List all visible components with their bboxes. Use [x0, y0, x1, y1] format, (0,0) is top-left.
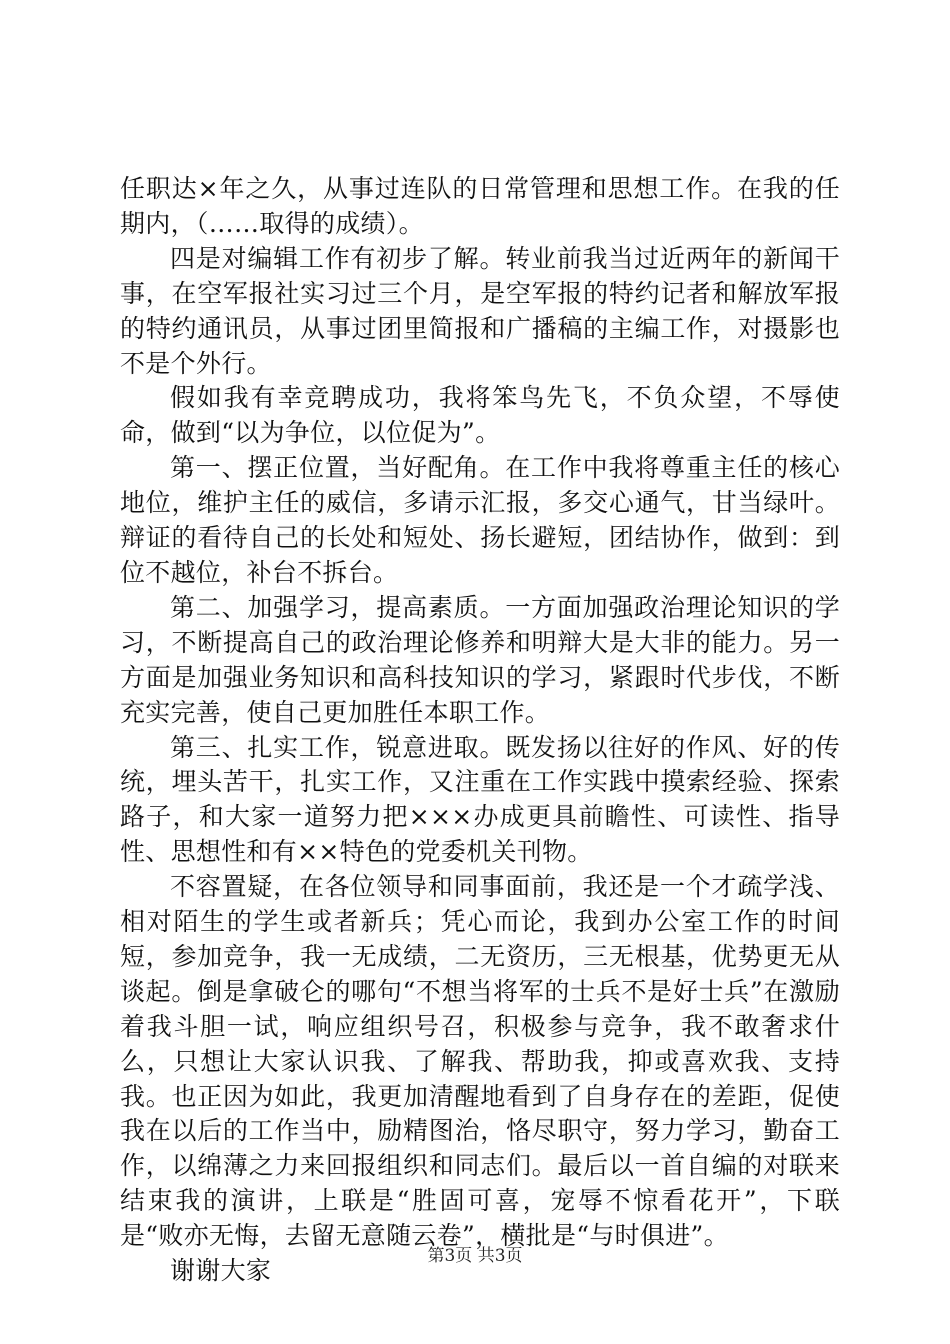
paragraph-closing: 谢谢大家 [170, 1256, 272, 1286]
paragraph-1: 任职达×年之久，从事过连队的日常管理和思想工作。在我的任期内，（……取得的成绩）。 [120, 174, 840, 238]
paragraph-7: 不容置疑，在各位领导和同事面前，我还是一个才疏学浅、相对陌生的学生或者新兵；凭心而论，我到办公室工作的时间短，参加竞争，我一无成绩，二无资历，三无根基，优势更无从谈起。倒是拿破仑的哪句“不想当将军的士兵不是好士兵”在激励着我斗胆一试，响应组织号召，积极参与竞争，我不敢奢求什么，只想让大家认识我、了解我、帮助我，抑或喜欢我、支持我。也正因为如此，我更加清醒地看到了自身存在的差距，促使我在以后的工作当中，励精图治，恪尽职守，努力学习，勤奋工作，以绵薄之力来回报组织和同志们。最后以一首自编的对联来结束我的演讲，上联是“胜固可喜，宠辱不惊看花开”，下联是“败亦无悔，去留无意随云卷”，横批是“与时俱进”。 [120, 872, 840, 1251]
paragraph-6: 第三、扎实工作，锐意进取。既发扬以往好的作风、好的传统，埋头苦干，扎实工作，又注重在工作实践中摸索经验、探索路子，和大家一道努力把×××办成更具前瞻性、可读性、指导性、思想性和有××特色的党委机关刊物。 [120, 732, 840, 867]
document-body [120, 172, 840, 1289]
page-footer: 第3页 共3页 [427, 1246, 523, 1266]
paragraph-3: 假如我有幸竞聘成功，我将笨鸟先飞，不负众望，不辱使命，做到“以为争位，以位促为”。 [120, 383, 840, 448]
paragraph-5: 第二、加强学习，提高素质。一方面加强政治理论知识的学习，不断提高自己的政治理论修养和明辩大是大非的能力。另一方面是加强业务知识和高科技知识的学习，紧跟时代步伐，不断充实完善，使自己更加胜任本职工作。 [120, 592, 840, 727]
paragraph-4: 第一、摆正位置，当好配角。在工作中我将尊重主任的核心地位，维护主任的威信，多请示汇报，多交心通气，甘当绿叶。辩证的看待自己的长处和短处、扬长避短，团结协作，做到：到位不越位，补台不拆台。 [120, 453, 840, 587]
paragraph-2: 四是对编辑工作有初步了解。转业前我当过近两年的新闻干事，在空军报社实习过三个月，是空军报的特约记者和解放军报的特约通讯员，从事过团里简报和广播稿的主编工作，对摄影也不是个外行。 [120, 243, 840, 378]
